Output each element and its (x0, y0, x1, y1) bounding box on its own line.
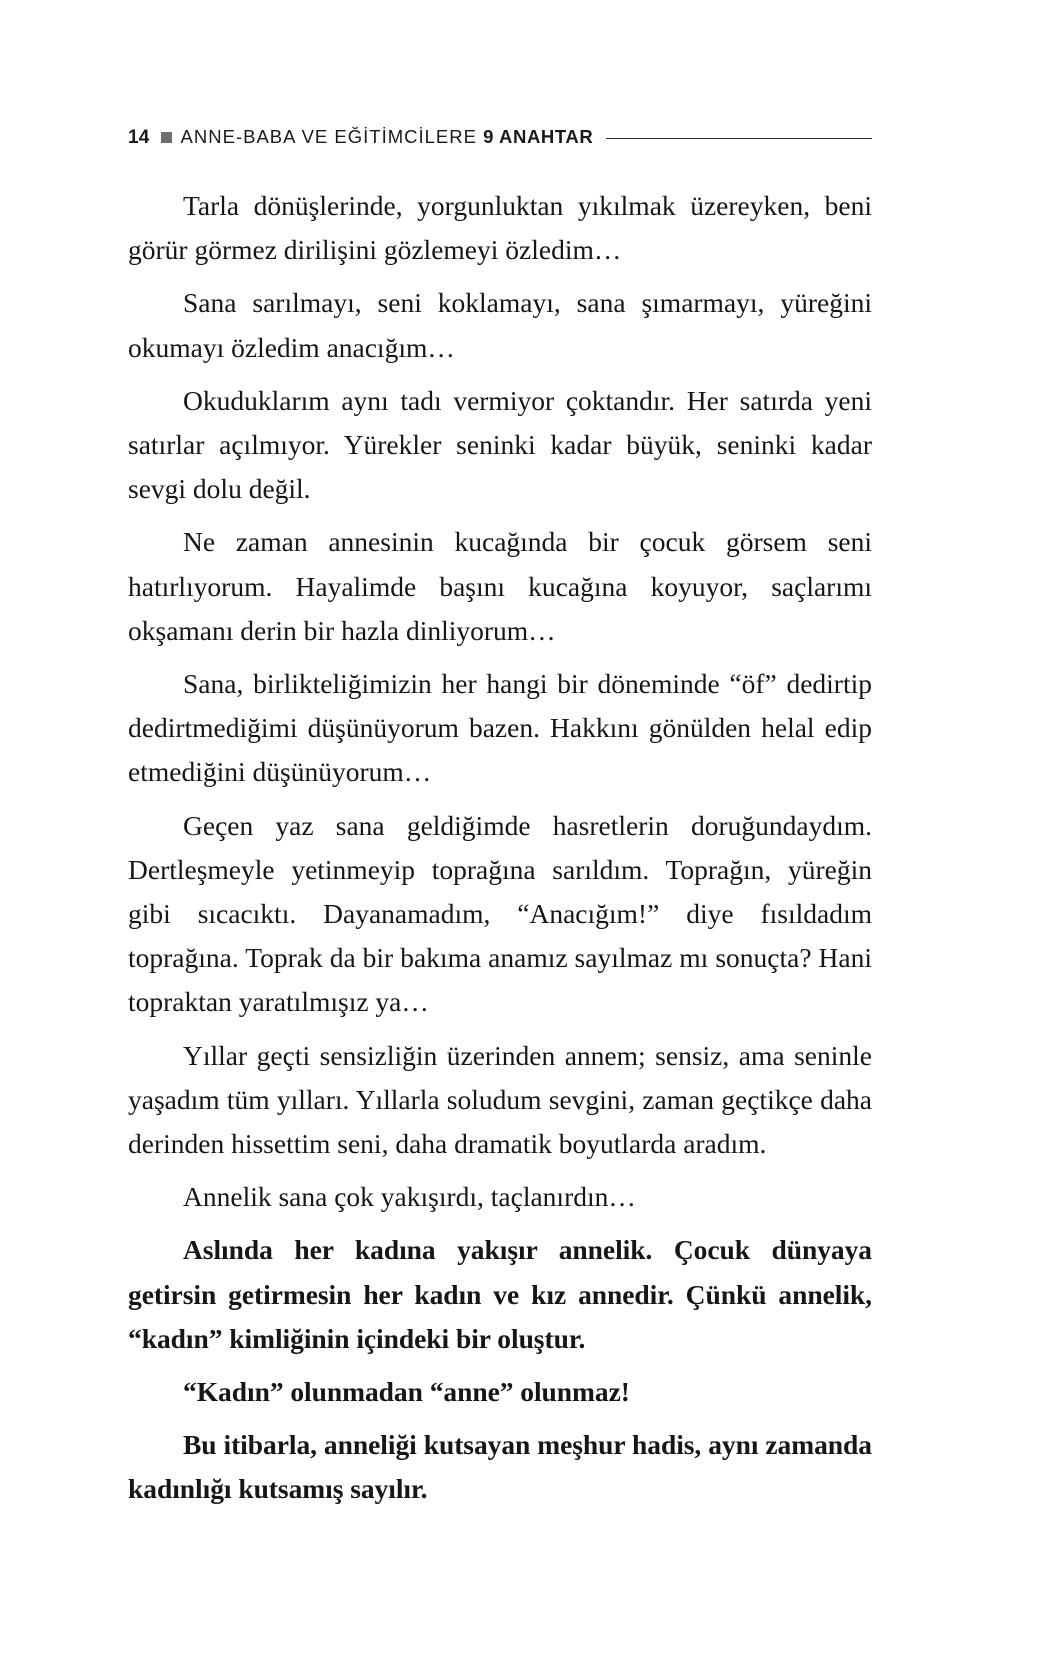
header-rule (606, 138, 872, 139)
paragraph: Tarla dönüşlerinde, yorgunluktan yıkılmak üzereyken, beni görür görmez dirilişini gözlemeyi özledim… (128, 190, 872, 266)
body-text-column (128, 184, 872, 1512)
paragraph: Yıllar geçti sensizliğin üzerinden annem; sensiz, ama seninle yaşadım tüm yılları. Yıllarla soludum sevgini, zaman geçtikçe daha derinden hissettim seni, daha dramatik boyutlarda aradım. (128, 1039, 872, 1160)
paragraph: Sana, birlikteliğimizin her hangi bir döneminde “öf” dedirtip dedirtmediğimi düşünüyorum bazen. Hakkını gönülden helal edip etmediğini düşünüyorum… (128, 668, 872, 788)
page-number: 14 (128, 126, 150, 148)
paragraph: Bu itibarla, anneliği kutsayan meşhur hadis, aynı zamanda kadınlığı kutsamış sayılır. (128, 1429, 872, 1505)
paragraph: Okuduklarım aynı tadı vermiyor çoktandır. Her satırda yeni satırlar açılmıyor. Yürekler seninki kadar büyük, seninki kadar sevgi dolu değil. (128, 384, 872, 505)
paragraph: Sana sarılmayı, seni koklamayı, sana şımarmayı, yüreğini okumayı özledim anacığım… (128, 287, 872, 363)
paragraph: “Kadın” olunmadan “anne” olunmaz! (183, 1376, 630, 1408)
running-head-book-title: 9 ANAHTAR (483, 125, 594, 147)
paragraph: Ne zaman annesinin kucağında bir çocuk görsem seni hatırlıyorum. Hayalimde başını kucağına koyuyor, saçlarımı okşamanı derin bir hazla dinliyorum… (128, 526, 872, 646)
running-head-title (180, 125, 594, 147)
square-bullet-icon (161, 132, 172, 143)
running-head (128, 122, 872, 152)
paragraph: Geçen yaz sana geldiğimde hasretlerin doruğundaydım. Dertleşmeyle yetinmeyip toprağına sarıldım. Toprağın, yüreğin gibi sıcacıktı. Dayanamadım, “Anacığım!” diye fısıldadım toprağına. Toprak da bir bakıma anamız sayılmaz mı sonuçta? Hani topraktan yaratılmışız ya… (128, 809, 872, 1018)
running-head-book-series: ANNE-BABA VE EĞİTİMCİLERE (180, 125, 484, 147)
paragraph: Annelik sana çok yakışırdı, taçlanırdın… (183, 1181, 636, 1213)
paragraph: Aslında her kadına yakışır annelik. Çocuk dünyaya getirsin getirmesin her kadın ve kız annedir. Çünkü annelik, “kadın” kimliğinin içindeki bir oluştur. (128, 1234, 872, 1354)
